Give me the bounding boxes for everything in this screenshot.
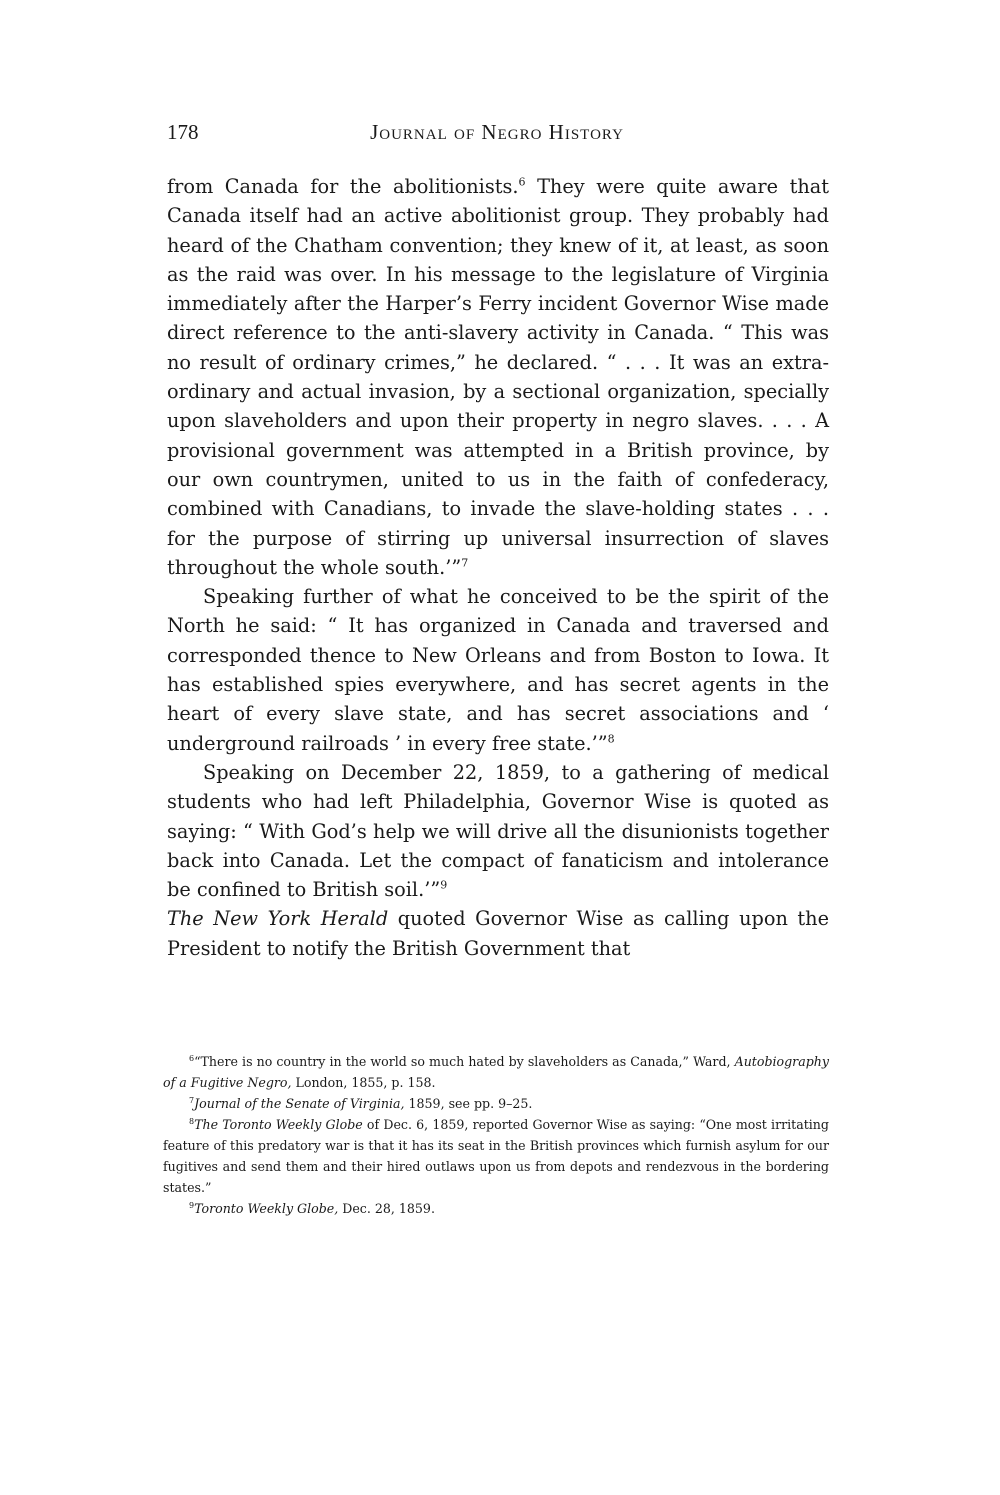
running-header: [167, 120, 827, 156]
text-run: Speaking further of what he conceived to be the spirit of the North he said: “ It has organized in Canada and traversed and corresponded thence to New Orleans and from Boston to Iowa. It has established spies everywhere, and has secret agents in the heart of every slave state, and has secret associations and ‘ underground railroads ’ in every free state.’”: [167, 585, 829, 755]
footnote-marker: 6: [189, 1053, 195, 1063]
citation-title: Toronto Weekly Globe,: [194, 1201, 339, 1216]
paragraph: [167, 172, 829, 582]
newspaper-title: The New York Herald: [167, 907, 389, 931]
text-run: London, 1855, p. 158.: [291, 1075, 436, 1090]
footnote-ref: 7: [461, 556, 469, 570]
footnote: [163, 1051, 829, 1093]
footnote: [163, 1198, 829, 1219]
text-run: quoted Governor Wise as calling upon the President to notify the British Government that: [167, 907, 829, 960]
footnote-ref: 8: [607, 732, 615, 746]
paragraph: [167, 582, 829, 758]
running-title: Journal of Negro History: [370, 120, 624, 144]
footnote-ref: 9: [440, 878, 448, 892]
paragraph: [167, 758, 829, 963]
page-number: 178: [167, 120, 199, 144]
text-run: of Dec. 6, 1859, reported Governor Wise as saying: “One most irritating feature of this predatory war is that it has its seat in the British provinces which furnish asylum for our fugitives and send them and their hired outlaws upon us from depots and rendezvous in the bordering states.”: [163, 1117, 829, 1195]
footnote-ref: 6: [518, 175, 526, 189]
text-run: “There is no country in the world so much hated by slaveholders as Canada,” Ward,: [194, 1054, 735, 1069]
text-run: They were quite aware that Canada itself had an active abolitionist group. They probably had heard of the Chatham convention; they knew of it, at least, as soon as the raid was over. In his message to the legislature of Virginia immediately after the Harper’s Ferry incident Governor Wise made direct reference to the anti-slavery activity in Canada. “ This was no result of ordinary crimes,” he declared. “ . . . It was an extraordinary and actual invasion, by a sectional organization, specially upon slaveholders and upon their property in negro slaves. . . . A provisional government was attempted in a British province, by our own countrymen, united to us in the faith of confederacy, combined with Canadians, to invade the slave-holding states . . . for the purpose of stirring up universal insurrection of slaves throughout the whole south.’”: [167, 175, 830, 579]
text-run: from Canada for the abolitionists.: [167, 175, 519, 198]
citation-title: The Toronto Weekly Globe: [194, 1117, 363, 1132]
footnote-marker: 8: [189, 1116, 195, 1126]
citation-title: Autobiography of a Fugitive Negro,: [163, 1054, 829, 1090]
footnote: [163, 1093, 829, 1114]
footnote-marker: 9: [189, 1200, 195, 1210]
body-text: [167, 172, 829, 963]
text-run: Dec. 28, 1859.: [338, 1201, 435, 1216]
footnotes: [163, 1051, 829, 1219]
footnote: [163, 1114, 829, 1198]
text-run: 1859, see pp. 9–25.: [404, 1096, 533, 1111]
text-run: Speaking on December 22, 1859, to a gathering of medical students who had left Philadelphia, Governor Wise is quoted as saying: “ With God’s help we will drive all the disunionists together back into Canada. Let the compact of fanaticism and intolerance be confined to British soil.’”: [167, 760, 829, 902]
footnote-marker: 7: [189, 1095, 195, 1105]
citation-title: Journal of the Senate of Virginia,: [194, 1096, 405, 1111]
